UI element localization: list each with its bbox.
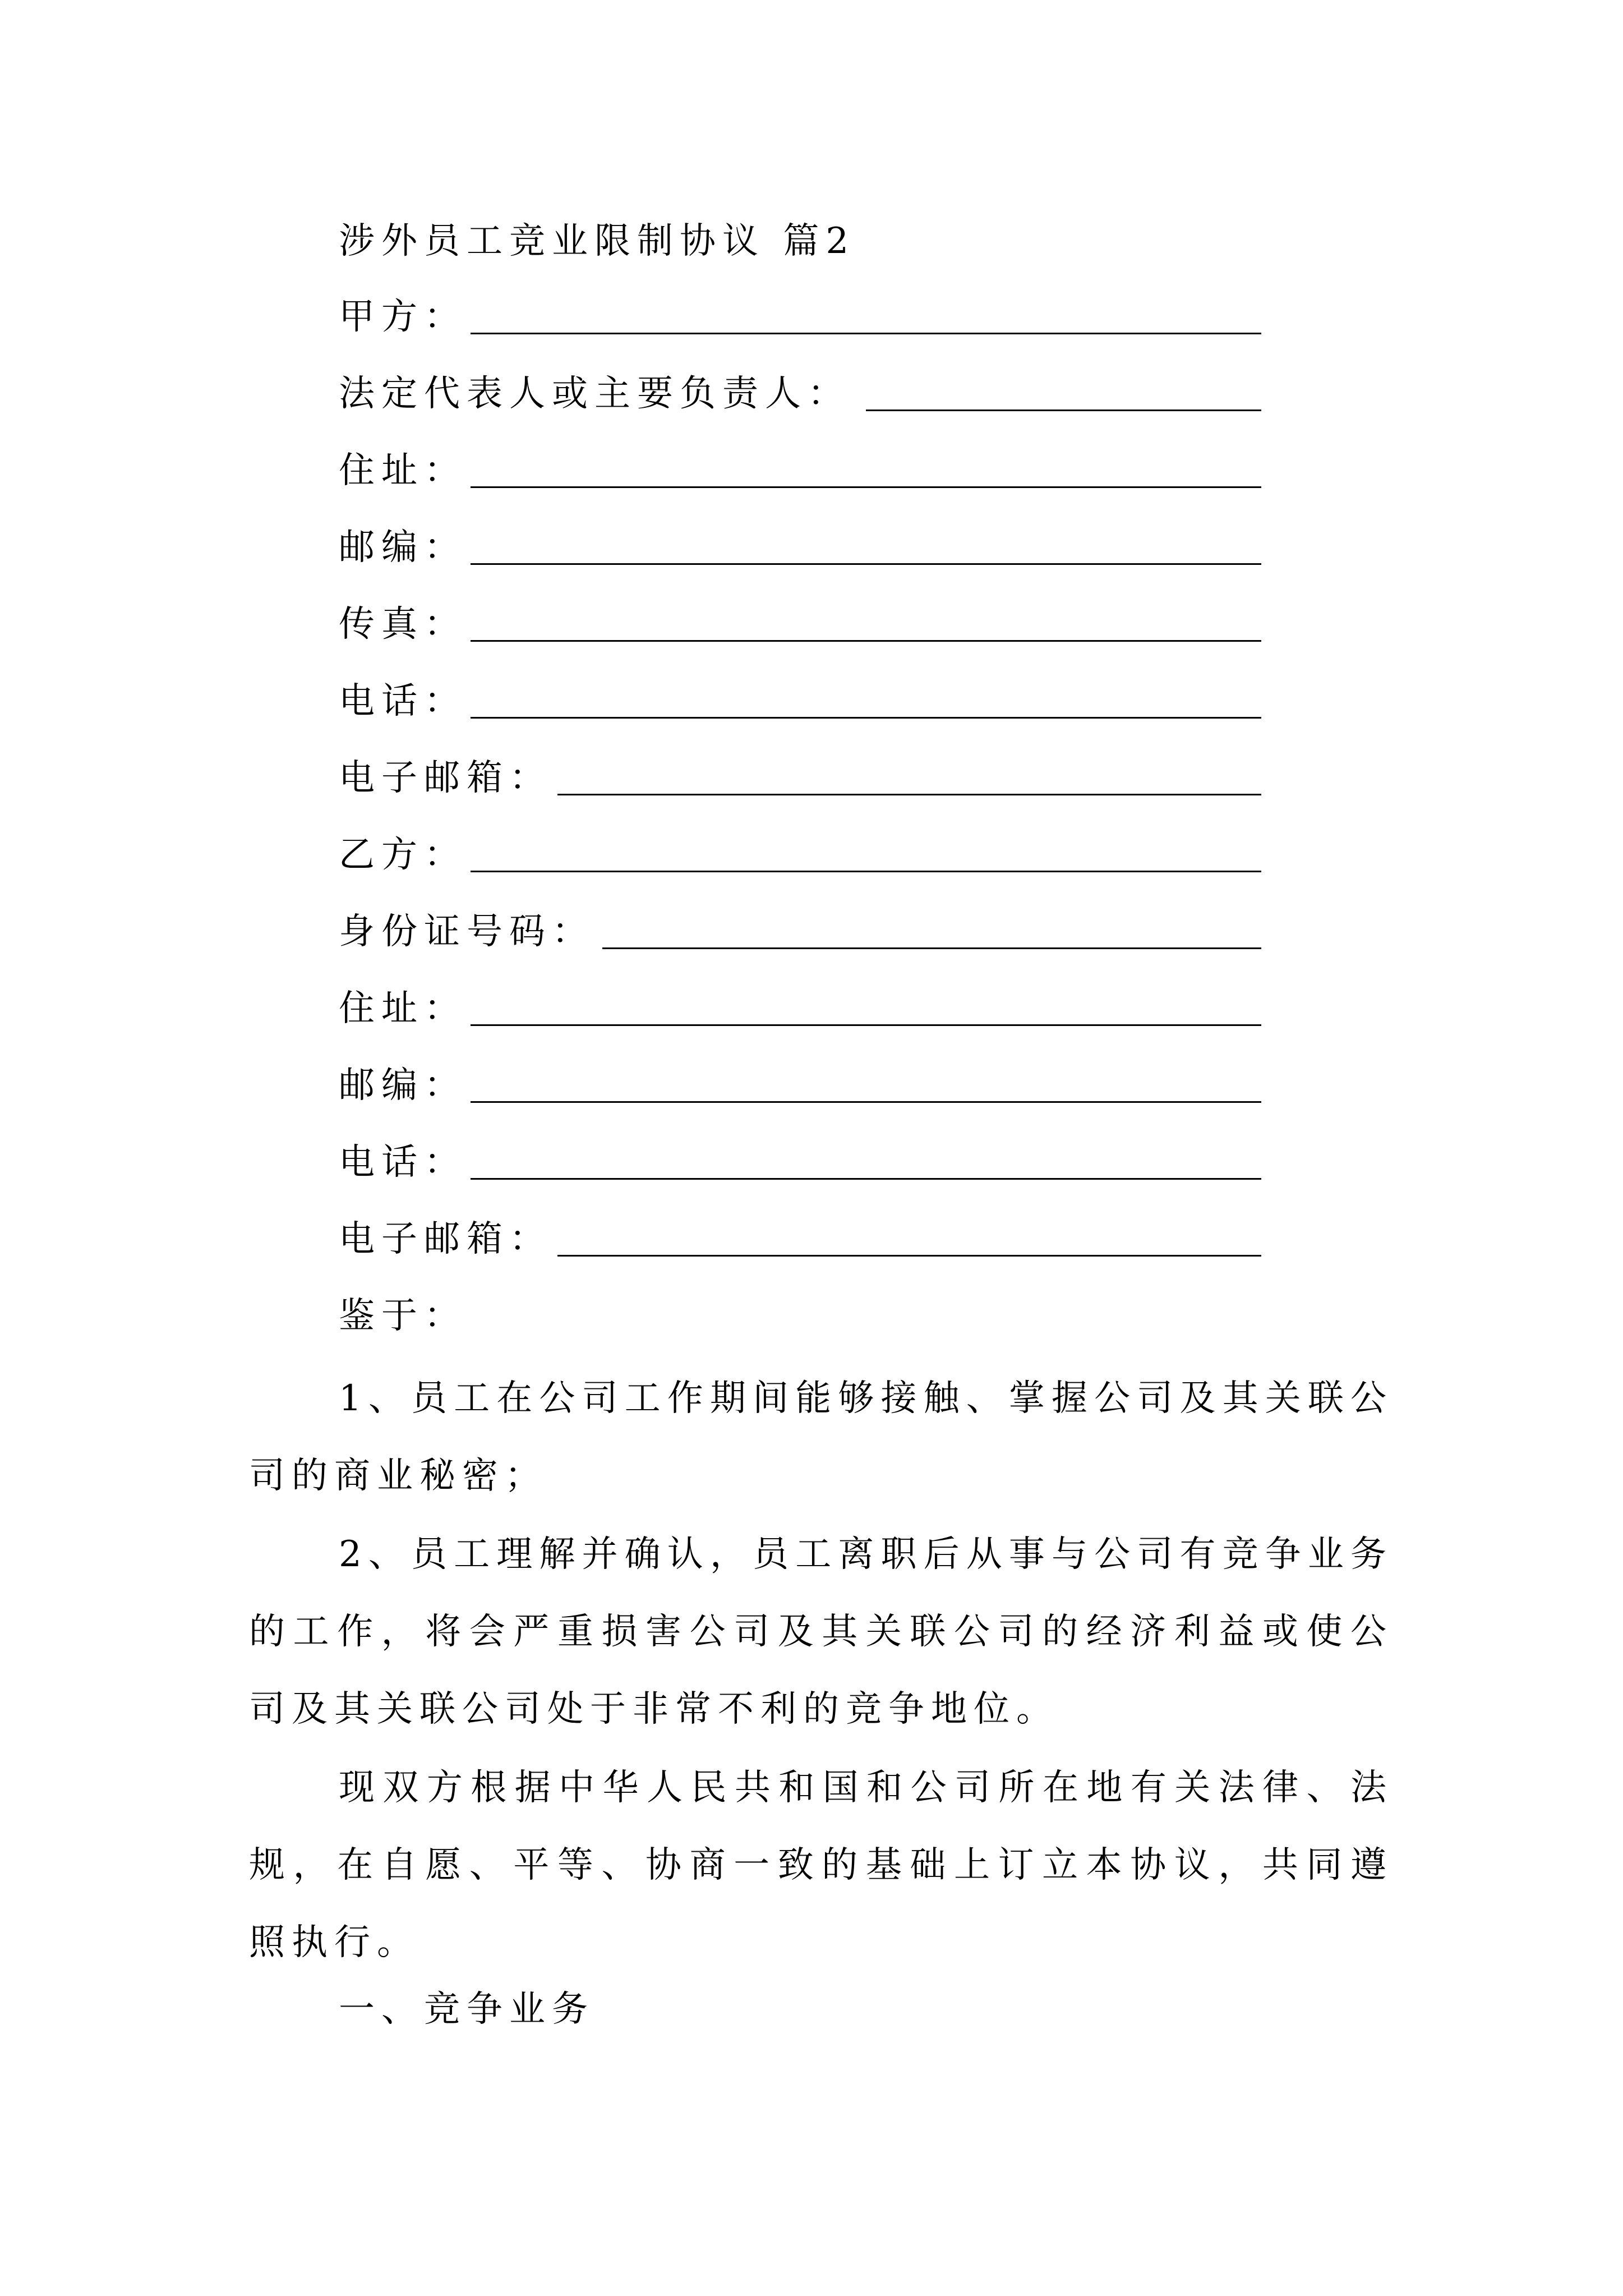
field-label: 邮编： xyxy=(339,1065,467,1106)
field-label: 传真： xyxy=(339,604,467,645)
field-label: 邮编： xyxy=(339,527,467,568)
field-party-a xyxy=(339,292,1261,342)
field-postcode-b xyxy=(339,1060,1261,1111)
fill-in-blank[interactable] xyxy=(471,563,1261,565)
whereas-label: 鉴于： xyxy=(339,1295,467,1337)
field-email-b xyxy=(339,1214,1261,1264)
field-address-b xyxy=(339,983,1261,1034)
fill-in-blank[interactable] xyxy=(471,333,1261,334)
field-phone-a xyxy=(339,676,1261,726)
field-label: 住址： xyxy=(339,450,467,491)
field-label: 电话： xyxy=(339,1142,467,1183)
field-address-a xyxy=(339,445,1261,496)
field-fax-a xyxy=(339,599,1261,650)
field-label: 电话： xyxy=(339,680,467,722)
paragraph-1: 1、员工在公司工作期间能够接触、掌握公司及其关联公司的商业秘密； xyxy=(249,1378,1393,1497)
fill-in-blank[interactable] xyxy=(471,717,1261,719)
field-phone-b xyxy=(339,1137,1261,1188)
fill-in-blank[interactable] xyxy=(471,486,1261,488)
fill-in-blank[interactable] xyxy=(866,409,1261,411)
fill-in-blank[interactable] xyxy=(471,1101,1261,1103)
field-label: 甲方： xyxy=(339,296,467,338)
fill-in-blank[interactable] xyxy=(557,794,1261,795)
section-heading: 一、竞争业务 xyxy=(339,1989,594,2030)
field-label: 住址： xyxy=(339,988,467,1029)
field-party-b xyxy=(339,830,1261,880)
field-label: 身份证号码： xyxy=(339,911,594,953)
field-id-number xyxy=(339,907,1261,957)
fill-in-blank[interactable] xyxy=(471,871,1261,872)
field-label: 乙方： xyxy=(339,834,467,876)
field-label: 电子邮箱： xyxy=(339,757,552,799)
field-legal-representative xyxy=(339,369,1261,419)
fill-in-blank[interactable] xyxy=(471,640,1261,642)
field-label: 电子邮箱： xyxy=(339,1218,552,1260)
fill-in-blank[interactable] xyxy=(602,947,1261,949)
paragraph-3: 现双方根据中华人民共和国和公司所在地有关法律、法规，在自愿、平等、协商一致的基础上订立本协议，共同遵照执行。 xyxy=(249,1767,1393,1963)
field-email-a xyxy=(339,753,1261,803)
fill-in-blank[interactable] xyxy=(471,1178,1261,1180)
fill-in-blank[interactable] xyxy=(471,1024,1261,1026)
paragraph-2: 2、员工理解并确认，员工离职后从事与公司有竞争业务的工作，将会严重损害公司及其关联公司的经济利益或使公司及其关联公司处于非常不利的竞争地位。 xyxy=(249,1534,1393,1730)
document-title: 涉外员工竞业限制协议 篇2 xyxy=(339,220,856,262)
fill-in-blank[interactable] xyxy=(557,1255,1261,1257)
field-label: 法定代表人或主要负责人： xyxy=(339,373,850,415)
field-postcode-a xyxy=(339,522,1261,573)
